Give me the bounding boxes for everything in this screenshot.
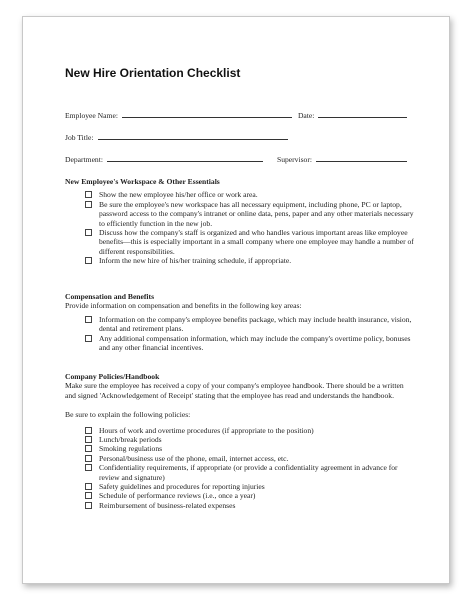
- date-label: Date:: [297, 110, 315, 120]
- employee-name-label: Employee Name:: [65, 110, 118, 120]
- workspace-section: [65, 177, 415, 266]
- checkbox[interactable]: [85, 427, 92, 434]
- checklist-item: Discuss how the company's staff is organized and who handles various important areas like employee benefits—this is especially important in a small company where one employee may handle a number of different responsibilities.: [85, 228, 415, 256]
- checklist-item: Schedule of performance reviews (i.e., once a year): [85, 491, 415, 500]
- checklist-item: Information on the company's employee benefits package, which may include health insurance, vision, dental and retirement plans.: [85, 315, 415, 334]
- checklist-item: Show the new employee his/her office or work area.: [85, 190, 415, 199]
- workspace-checklist: [65, 190, 415, 265]
- workspace-heading: New Employee's Workspace & Other Essentials: [65, 177, 220, 186]
- checklist-item: Safety guidelines and procedures for reporting injuries: [85, 482, 415, 491]
- job-title-label: Job Title:: [65, 132, 94, 142]
- checklist-item: Reimbursement of business-related expenses: [85, 501, 415, 510]
- checkbox[interactable]: [85, 316, 92, 323]
- checkbox[interactable]: [85, 492, 92, 499]
- checklist-item: Confidentiality requirements, if appropriate (or provide a confidentiality agreement in advance for review and signature): [85, 463, 415, 482]
- checkbox[interactable]: [85, 445, 92, 452]
- checkbox[interactable]: [85, 455, 92, 462]
- supervisor-field[interactable]: [316, 161, 407, 162]
- checklist-item: Lunch/break periods: [85, 435, 415, 444]
- checkbox[interactable]: [85, 436, 92, 443]
- employee-name-date-row: [65, 108, 407, 120]
- date-field[interactable]: [318, 117, 407, 118]
- policies-intro: Make sure the employee has received a copy of your company's employee handbook. There should be a written and signed 'Acknowledgement of Receipt' stating that the employee has read and understands the handbook.: [65, 381, 404, 400]
- document-title: New Hire Orientation Checklist: [65, 66, 241, 80]
- document-page: [22, 16, 450, 584]
- supervisor-label: Supervisor:: [276, 154, 312, 164]
- checkbox[interactable]: [85, 229, 92, 236]
- checklist-item: Be sure the employee's new workspace has all necessary equipment, including phone, PC or laptop, password access to the company's intranet or online data, pens, paper and any other materials necessary to efficiently function in the new job.: [85, 200, 415, 228]
- department-supervisor-row: [65, 152, 407, 164]
- checkbox[interactable]: [85, 464, 92, 471]
- checklist-item: Any additional compensation information, which may include the company's overtime policy, bonuses and any other financial incentives.: [85, 334, 415, 353]
- department-field[interactable]: [107, 161, 263, 162]
- job-title-field[interactable]: [98, 139, 288, 140]
- checkbox[interactable]: [85, 201, 92, 208]
- compensation-checklist: [65, 315, 415, 353]
- employee-name-field[interactable]: [122, 117, 292, 118]
- checklist-item: Smoking regulations: [85, 444, 415, 453]
- checkbox[interactable]: [85, 257, 92, 264]
- compensation-heading: Compensation and Benefits: [65, 292, 155, 301]
- policies-section: [65, 372, 415, 510]
- checkbox[interactable]: [85, 191, 92, 198]
- department-label: Department:: [65, 154, 103, 164]
- checkbox[interactable]: [85, 502, 92, 509]
- policies-explain: Be sure to explain the following policies:: [65, 410, 191, 420]
- checklist-item: Inform the new hire of his/her training schedule, if appropriate.: [85, 256, 415, 265]
- checkbox[interactable]: [85, 483, 92, 490]
- compensation-intro: Provide information on compensation and benefits in the following key areas:: [65, 301, 302, 311]
- checklist-item: Hours of work and overtime procedures (if appropriate to the position): [85, 426, 415, 435]
- compensation-section: [65, 292, 415, 352]
- checklist-item: Personal/business use of the phone, email, internet access, etc.: [85, 454, 415, 463]
- policies-heading: Company Policies/Handbook: [65, 372, 160, 381]
- checkbox[interactable]: [85, 335, 92, 342]
- job-title-row: [65, 130, 407, 142]
- policies-checklist: [65, 426, 415, 511]
